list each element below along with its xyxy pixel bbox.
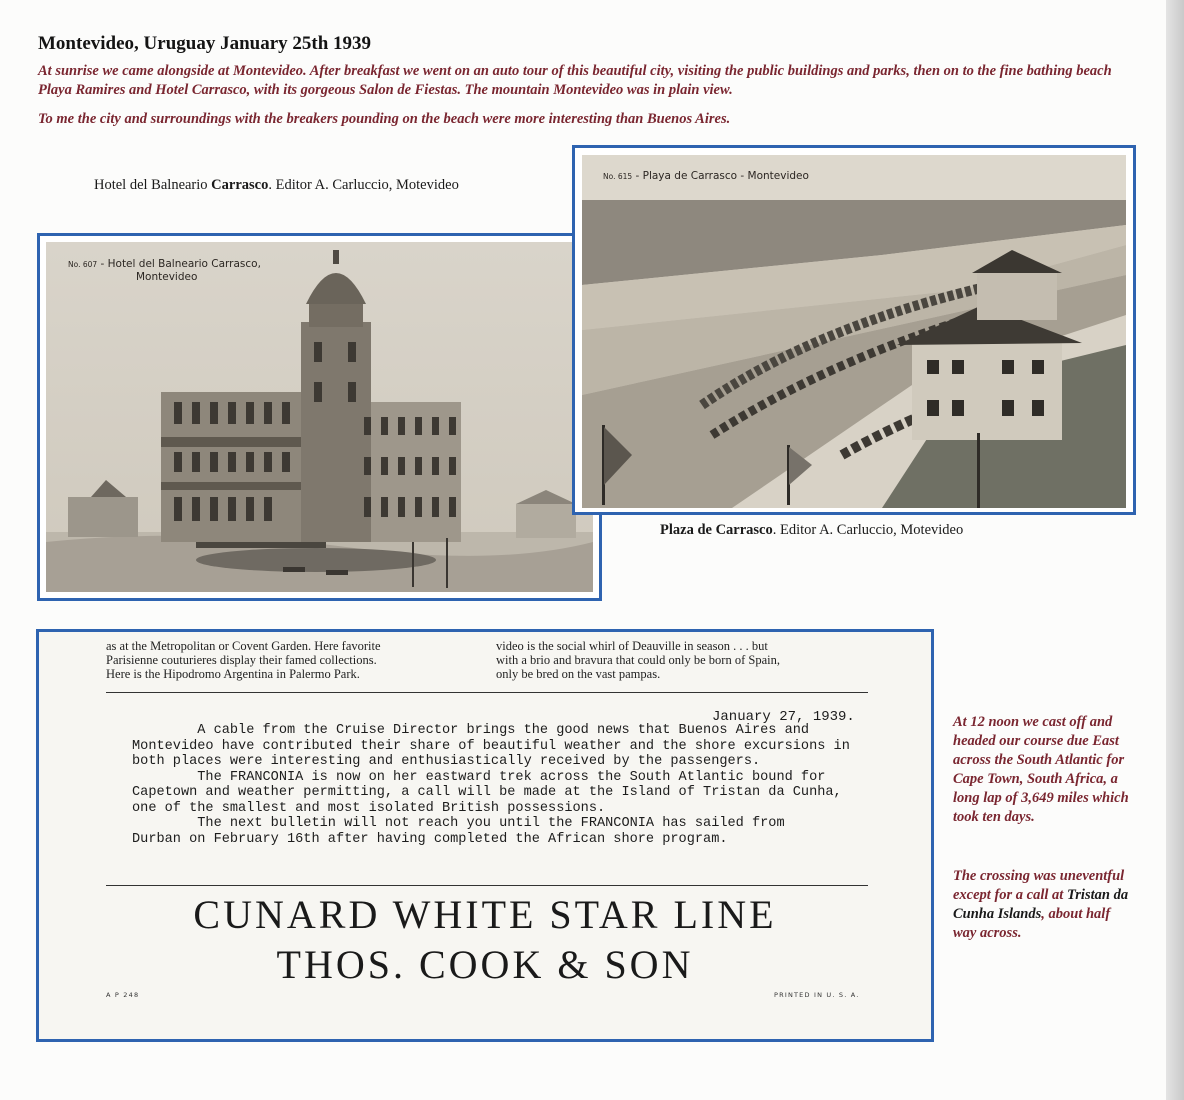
bulletin-divider [106, 885, 868, 886]
bulletin-top-right [496, 639, 780, 681]
bulletin-line: Durban on February 16th after having completed the African shore program. [132, 831, 728, 847]
intro-paragraph-1: At sunrise we came alongside at Montevideo. After breakfast we went on an auto tour of this beautiful city, visiting the public buildings and parks, then on to the fine bathing beach Playa Ramires and Hotel Carrasco, with its gorgeous Salon de Fiestas. The mountain Montevideo was in plain view. [38, 63, 1112, 98]
cruise-bulletin [40, 633, 930, 1038]
postcard-label-line2: Montevideo [136, 271, 198, 283]
bulletin-line: A cable from the Cruise Director brings the good news that Buenos Aires and [132, 723, 810, 738]
side-note-1: At 12 noon we cast off and headed our course due East across the South Atlantic for Cape Town, South Africa, a long lap of 3,649 miles which took ten days. [953, 714, 1129, 825]
bulletin-divider [106, 692, 868, 693]
bulletin-line: one of the smallest and most isolated British possessions. [132, 800, 606, 816]
bulletin-line: Montevideo have contributed their share of beautiful weather and the shore excursions in [132, 738, 850, 754]
bulletin-line: Capetown and weather permitting, a call will be made at the Island of Tristan da Cunha, [132, 785, 842, 800]
bulletin-top-line: Parisienne couturieres display their famed collections. [106, 653, 377, 667]
bulletin-top-line: with a brio and bravura that could only be born of Spain, [496, 653, 780, 667]
side-note-bold: Tristan da Cunha Islands [953, 887, 1129, 922]
page-edge [1166, 0, 1184, 1100]
bulletin-top-line: only be bred on the vast pampas. [496, 667, 661, 681]
postcard-number: No. 615 [603, 172, 633, 181]
bulletin-top-line: video is the social whirl of Deauville in season . . . but [496, 639, 768, 653]
printed-in-usa: PRINTED IN U. S. A. [774, 991, 860, 999]
caption-bold: Carrasco [211, 177, 269, 193]
hotel-photo [46, 242, 593, 592]
beach-postcard [572, 145, 1136, 515]
intro-text [38, 62, 1148, 139]
caption-text: Hotel del Balneario [94, 177, 212, 193]
bulletin-line: The FRANCONIA is now on her eastward trek across the South Atlantic bound for [132, 769, 826, 785]
hotel-postcard-caption [94, 177, 459, 194]
bulletin-top-line: as at the Metropolitan or Covent Garden. Here favorite [106, 639, 381, 653]
page-title: Montevideo, Uruguay January 25th 1939 [38, 33, 372, 54]
bulletin-line: The next bulletin will not reach you until the FRANCONIA has sailed from [132, 816, 785, 831]
bulletin-body [132, 723, 872, 847]
side-note-text: The crossing was uneventful except for a call at [953, 868, 1125, 903]
side-note-text: , about half way across. [953, 906, 1111, 941]
postcard-label: Playa de Carrasco - Montevideo [642, 170, 809, 182]
postcard-number: No. 607 [68, 260, 98, 269]
bulletin-code: A P 248 [106, 991, 140, 999]
caption-text: . Editor A. Carluccio, Motevideo [772, 522, 964, 538]
postcard-label-line1: Hotel del Balneario Carrasco, [107, 258, 261, 270]
caption-bold: Plaza de Carrasco [660, 522, 773, 538]
beach-postcard-caption [660, 522, 963, 539]
hotel-postcard [37, 233, 602, 601]
hotel-postcard-label: No. 607 - Hotel del Balneario Carrasco, Montevideo [68, 258, 261, 283]
brand-line-cook: THOS. COOK & SON [276, 942, 694, 987]
bulletin-line: both places were interesting and enthusiastically received by the passengers. [132, 754, 761, 769]
side-note-2 [953, 867, 1133, 943]
bulletin-top-line: Here is the Hipodromo Argentina in Palermo Park. [106, 667, 360, 681]
bulletin-top-left [106, 639, 381, 681]
beach-photo [582, 155, 1126, 508]
intro-paragraph-2: To me the city and surroundings with the breakers pounding on the beach were more interesting than Buenos Aires. [38, 111, 731, 127]
beach-postcard-label: No. 615 - Playa de Carrasco - Montevideo [603, 170, 809, 182]
bulletin-date: January 27, 1939. [712, 709, 855, 725]
brand-line-cunard: CUNARD WHITE STAR LINE [193, 892, 777, 937]
caption-text: . Editor A. Carluccio, Motevideo [268, 177, 459, 193]
